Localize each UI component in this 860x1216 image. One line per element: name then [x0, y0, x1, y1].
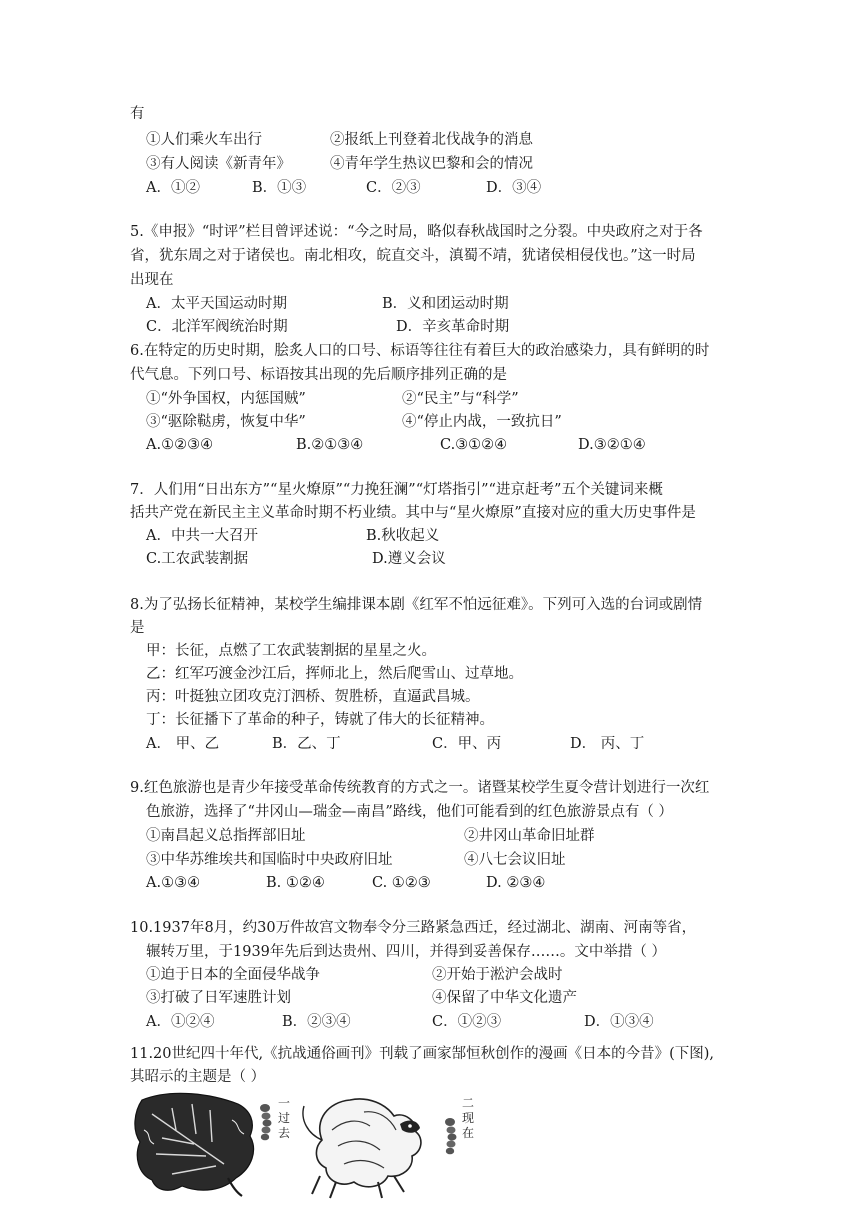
- q7-stem-line-2: 括共产党在新民主主义革命时期不朽业绩。其中与“星火燎原”直接对应的重大历史事件是: [130, 505, 696, 521]
- q10-option-a[interactable]: A．①②④: [146, 1014, 215, 1030]
- q8-option-c[interactable]: C．甲、丙: [432, 736, 502, 752]
- q4-item-2: ②报纸上刊登着北伐战争的消息: [330, 132, 533, 148]
- q9-item-3: ③中华苏维埃共和国临时中央政府旧址: [146, 852, 393, 868]
- q8-item-bing: 丙：叶挺独立团攻克汀泗桥、贺胜桥，直逼武昌城。: [146, 689, 480, 705]
- silkworm-drawing-2: [445, 1118, 457, 1154]
- q7-option-b[interactable]: B.秋收起义: [366, 528, 440, 544]
- q4-option-b[interactable]: B．①③: [252, 180, 307, 196]
- q7-option-d[interactable]: D.遵义会议: [372, 551, 446, 567]
- q9-item-1: ①南昌起义总指挥部旧址: [146, 828, 306, 844]
- q4-item-1: ①人们乘火车出行: [146, 132, 262, 148]
- q9-option-c[interactable]: C. ①②③: [372, 875, 431, 891]
- q10-stem-line-1: 10.1937年8月，约30万件故宫文物奉令分三路紧急西迁，经过湖北、湖南、河南等省，: [130, 920, 697, 936]
- q8-item-jia: 甲：长征，点燃了工农武装割据的星星之火。: [146, 643, 436, 659]
- q10-item-2: ②开始于淞沪会战时: [432, 967, 563, 983]
- q6-stem-line-2: 代气息。下列口号、标语按其出现的先后顺序排列正确的是: [130, 367, 507, 383]
- q9-option-d[interactable]: D. ②③④: [486, 875, 546, 891]
- q7-stem-line-1: 7．人们用“日出东方”“星火燎原”“力挽狂澜”“灯塔指引”“进京赶考”五个关键词来概: [130, 482, 663, 498]
- q9-stem-line-1: 9.红色旅游也是青少年接受革命传统教育的方式之一。诸暨某校学生夏令营计划进行一次红: [130, 780, 710, 796]
- q5-option-b[interactable]: B．义和团运动时期: [382, 296, 509, 312]
- q11-stem-line-1: 11.20世纪四十年代,《抗战通俗画刊》刊载了画家郜恒秋创作的漫画《日本的今昔》(下图),: [130, 1046, 715, 1062]
- q10-option-c[interactable]: C．①②③: [432, 1014, 502, 1030]
- leaf-drawing: [135, 1093, 254, 1196]
- q6-item-1: ①“外争国权，内惩国贼”: [146, 391, 306, 407]
- cartoon-figure: [132, 1090, 475, 1200]
- silkworm-drawing: [260, 1104, 272, 1140]
- q10-item-3: ③打破了日军速胜计划: [146, 990, 291, 1006]
- q5-stem-line-2: 省，犹东周之对于诸侯也。南北相攻，皖直交斗，滇蜀不靖，犹诸侯相侵伐也。”这一时局: [130, 248, 696, 264]
- q4-item-4: ④青年学生热议巴黎和会的情况: [330, 156, 533, 172]
- q6-item-4: ④“停止内战，一致抗日”: [402, 414, 562, 430]
- q9-option-a[interactable]: A.①③④: [146, 875, 201, 891]
- panel-1-caption: 一过去: [278, 1096, 291, 1140]
- q9-option-b[interactable]: B. ①②④: [266, 875, 325, 891]
- q6-option-c[interactable]: C.③①②④: [440, 437, 508, 453]
- q10-item-1: ①迫于日本的全面侵华战争: [146, 967, 320, 983]
- q8-option-d[interactable]: D． 丙、丁: [570, 736, 645, 752]
- q10-option-b[interactable]: B．②③④: [282, 1014, 351, 1030]
- q8-option-b[interactable]: B．乙、丁: [272, 736, 341, 752]
- q6-option-b[interactable]: B.②①③④: [296, 437, 364, 453]
- q5-option-d[interactable]: D．辛亥革命时期: [396, 319, 510, 335]
- q8-stem-line-1: 8.为了弘扬长征精神，某校学生编排课本剧《红军不怕远征难》。下列可入选的台词或剧情: [130, 597, 703, 613]
- q9-item-2: ②井冈山革命旧址群: [464, 828, 595, 844]
- q5-stem-line-3: 出现在: [130, 272, 174, 288]
- q4-item-3: ③有人阅读《新青年》: [146, 156, 291, 172]
- beast-drawing: [303, 1099, 421, 1198]
- q9-stem-line-2: 色旅游，选择了“井冈山—瑞金—南昌”路线，他们可能看到的红色旅游景点有（ ）: [146, 804, 673, 820]
- q8-item-yi: 乙：红军巧渡金沙江后，挥师北上，然后爬雪山、过草地。: [146, 666, 523, 682]
- q8-item-ding: 丁：长征播下了革命的种子，铸就了伟大的长征精神。: [146, 712, 494, 728]
- cartoon-illustration: [132, 1090, 472, 1200]
- q4-stem-tail: 有: [130, 106, 145, 122]
- q6-item-2: ②“民主”与“科学”: [402, 391, 519, 407]
- q7-option-c[interactable]: C.工农武装割据: [146, 551, 249, 567]
- q5-option-a[interactable]: A．太平天国运动时期: [146, 296, 287, 312]
- q9-item-4: ④八七会议旧址: [464, 852, 566, 868]
- q8-stem-line-2: 是: [130, 620, 145, 636]
- q4-option-c[interactable]: C．②③: [366, 180, 421, 196]
- q6-option-a[interactable]: A.①②③④: [146, 437, 214, 453]
- q6-item-3: ③“驱除鞑虏，恢复中华”: [146, 414, 306, 430]
- q6-option-d[interactable]: D.③②①④: [578, 437, 646, 453]
- q5-option-c[interactable]: C．北洋军阀统治时期: [146, 319, 288, 335]
- q8-option-a[interactable]: A． 甲、乙: [146, 736, 220, 752]
- q4-option-a[interactable]: A．①②: [146, 180, 200, 196]
- q10-option-d[interactable]: D．①③④: [584, 1014, 654, 1030]
- q6-stem-line-1: 6.在特定的历史时期，脍炙人口的口号、标语等往往有着巨大的政治感染力，具有鲜明的时: [130, 343, 710, 359]
- q10-item-4: ④保留了中华文化遗产: [432, 990, 577, 1006]
- panel-2-caption: 二现在: [462, 1096, 475, 1140]
- q4-option-d[interactable]: D．③④: [486, 180, 542, 196]
- q5-stem-line-1: 5.《申报》“时评”栏目曾评述说：“今之时局，略似春秋战国时之分裂。中央政府之对于各: [130, 224, 703, 240]
- q7-option-a[interactable]: A．中共一大召开: [146, 528, 258, 544]
- q11-stem-line-2: 其昭示的主题是（ ）: [130, 1069, 266, 1085]
- q10-stem-line-2: 辗转万里，于1939年先后到达贵州、四川，并得到妥善保存……。文中举措（ ）: [146, 944, 667, 960]
